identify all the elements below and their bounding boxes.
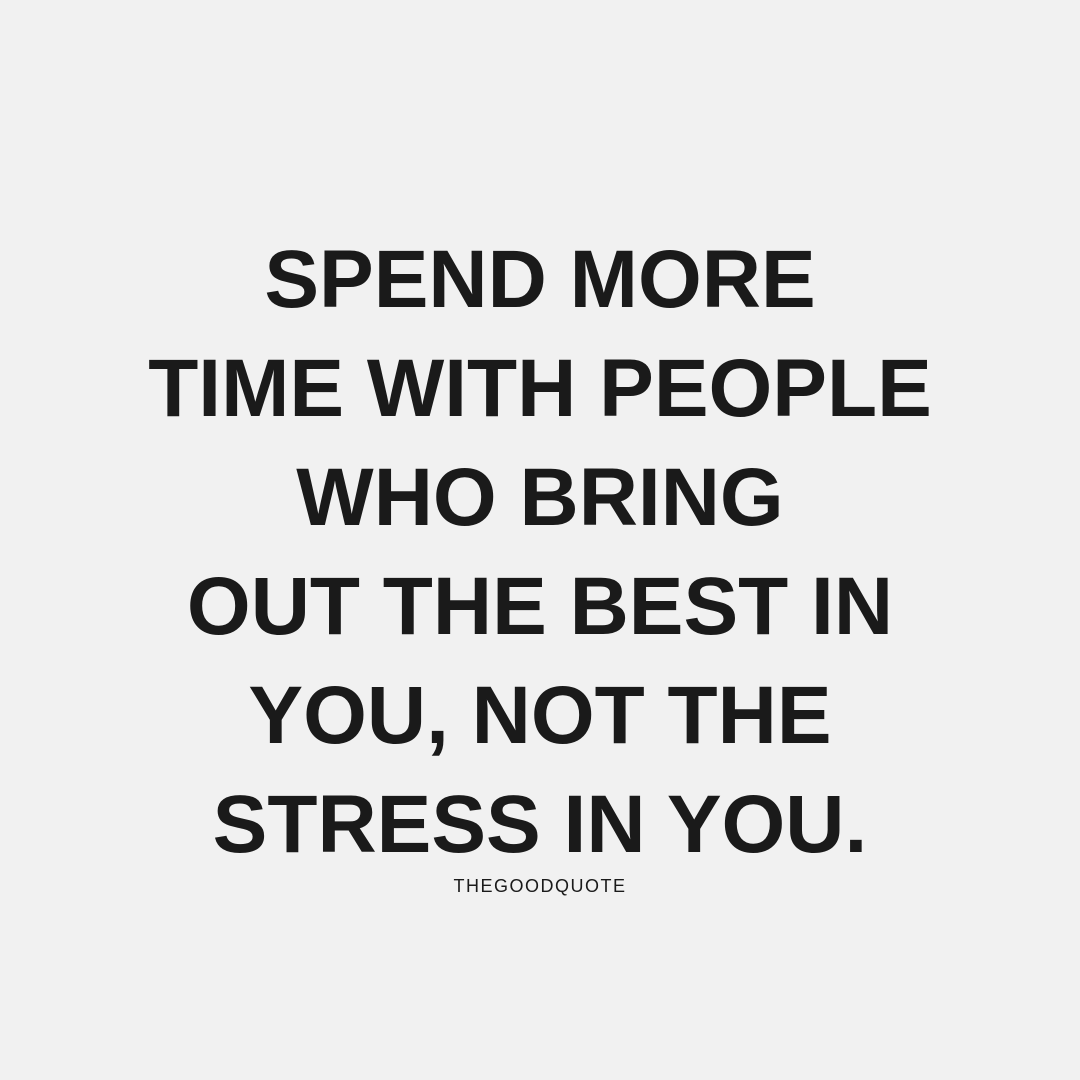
quote-line: WHO BRING [296, 452, 784, 543]
quote-line: STRESS IN YOU. [212, 779, 868, 870]
quote-text [0, 225, 1080, 879]
quote-line: OUT THE BEST IN [186, 561, 894, 652]
quote-line: TIME WITH PEOPLE [148, 343, 932, 434]
quote-line: SPEND MORE [264, 234, 816, 325]
brand-watermark: THEGOODQUOTE [453, 876, 627, 896]
quote-line: YOU, NOT THE [248, 670, 832, 761]
